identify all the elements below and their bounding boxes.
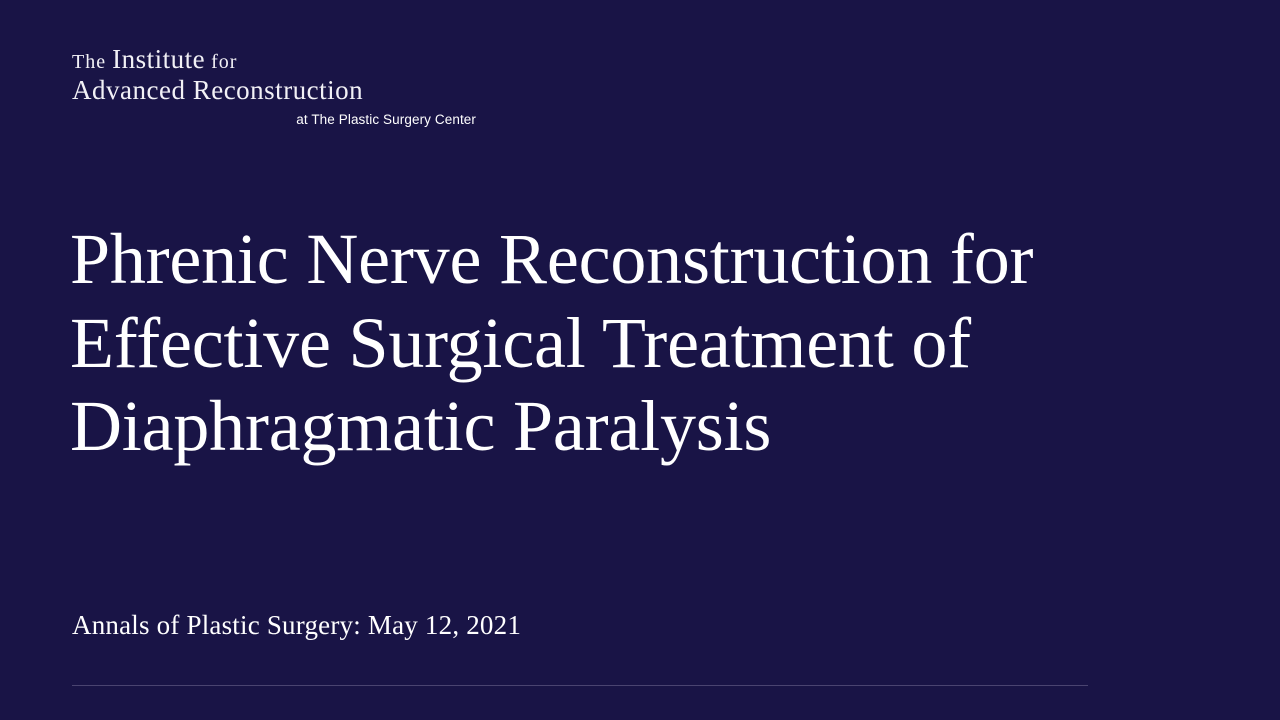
- logo-word-the: The: [72, 51, 113, 73]
- logo-word-reconstruction: Reconstruction: [192, 75, 364, 106]
- logo-tagline: at The Plastic Surgery Center: [296, 112, 476, 128]
- logo-word-advanced: Advanced: [72, 75, 193, 106]
- logo-word-institute: Institute: [112, 44, 206, 74]
- logo-line-one: [72, 44, 492, 75]
- footer-divider: [72, 685, 1088, 686]
- slide-title: Phrenic Nerve Reconstruction for Effective Surgical Treatment of Diaphragmatic Paralysis: [70, 219, 1034, 467]
- organization-logo: [72, 44, 492, 127]
- slide-subtitle: Annals of Plastic Surgery: May 12, 2021: [72, 610, 522, 640]
- logo-line-two: [72, 75, 492, 106]
- logo-word-for: for: [205, 51, 238, 73]
